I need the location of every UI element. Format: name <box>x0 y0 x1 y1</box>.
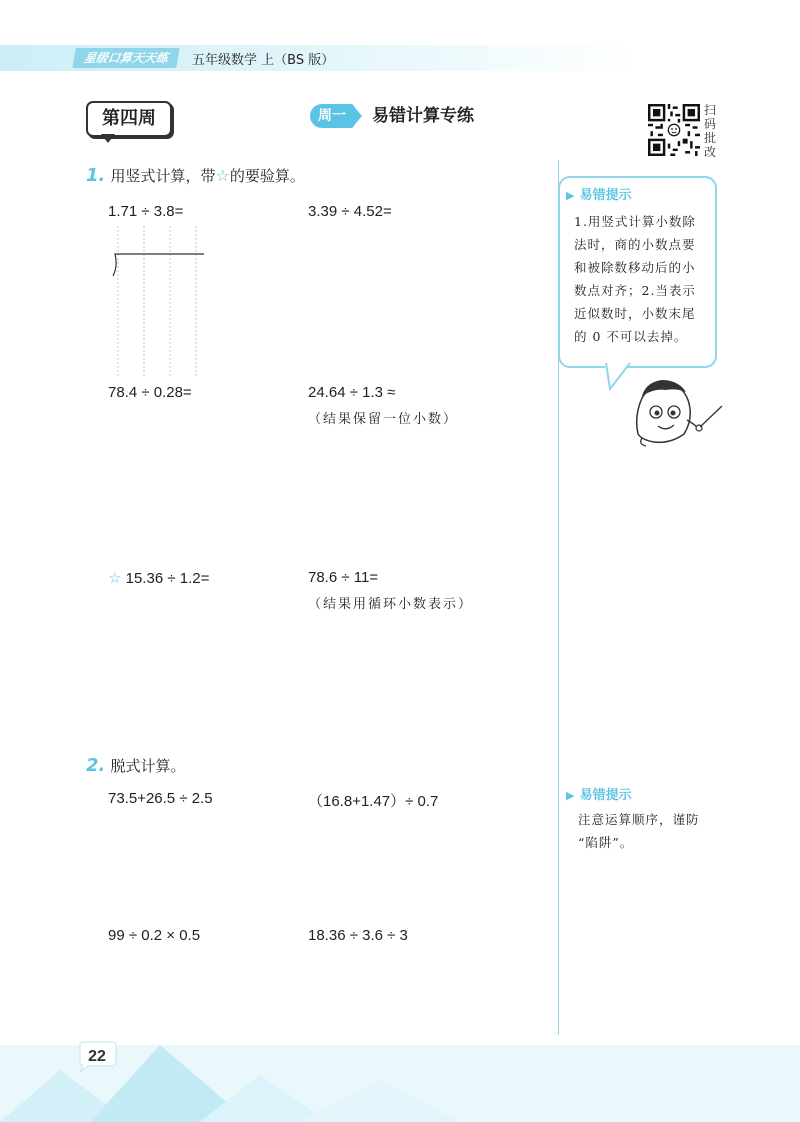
tip-1-header <box>566 184 632 203</box>
problem-1-6-note: （结果用循环小数表示） <box>308 597 474 612</box>
problem-1-4: 24.64 ÷ 1.3 ≈ <box>308 384 396 401</box>
problem-1-5 <box>108 569 209 587</box>
play-arrow-icon: ▶ <box>566 189 575 202</box>
problem-1-1: 1.71 ÷ 3.8= <box>108 203 184 220</box>
section-2-text: 脱式计算。 <box>110 757 186 775</box>
tip-1-line: 和被除数移动后的小 <box>574 260 696 275</box>
tip-1-body <box>574 210 706 348</box>
section-2-number: 2. <box>86 755 106 776</box>
section-1-header <box>86 165 305 186</box>
tip-1-line: 近似数时，小数末尾 <box>574 306 696 321</box>
long-division-template <box>112 226 212 376</box>
series-tag: 星级口算天天练 <box>72 48 180 68</box>
book-title: 五年级数学 上（BS 版） <box>192 53 335 68</box>
tip-2-line: 注意运算顺序，谨防 <box>578 812 700 827</box>
tip-1-line: 1.用竖式计算小数除 <box>574 214 696 229</box>
day-tag-arrow <box>352 104 362 128</box>
problem-1-3: 78.4 ÷ 0.28= <box>108 384 192 401</box>
tip-2-header <box>566 784 632 803</box>
tip-1-title: 易错提示 <box>579 188 632 203</box>
tip-2-title: 易错提示 <box>579 788 632 803</box>
tip-box-1-tail <box>604 363 632 391</box>
section-1-number: 1. <box>86 165 106 186</box>
problem-1-6: 78.6 ÷ 11= <box>308 569 379 586</box>
problem-2-2: （16.8+1.47）÷ 0.7 <box>308 793 439 810</box>
footer-decoration <box>0 1045 800 1122</box>
problem-2-1: 73.5+26.5 ÷ 2.5 <box>108 790 213 807</box>
tip-2-line: “陷阱”。 <box>578 835 634 850</box>
problem-1-2: 3.39 ÷ 4.52= <box>308 203 392 220</box>
problem-1-4-note: （结果保留一位小数） <box>308 412 459 427</box>
week-badge: 第四周 <box>86 101 172 137</box>
tip-2-body <box>578 808 728 854</box>
play-arrow-icon: ▶ <box>566 789 575 802</box>
page-number: 22 <box>88 1048 106 1065</box>
tip-1-line: 数点对齐；2.当表示 <box>574 283 696 298</box>
problem-2-4: 18.36 ÷ 3.6 ÷ 3 <box>308 927 408 944</box>
section-2-header <box>86 755 185 776</box>
star-icon: ☆ <box>215 166 230 185</box>
problem-1-5-expr: 15.36 ÷ 1.2= <box>125 570 210 587</box>
week-badge-tail <box>101 134 115 143</box>
star-icon: ☆ <box>108 570 122 587</box>
day-tag: 周一 <box>310 104 354 128</box>
qr-code-icon[interactable] <box>648 104 700 156</box>
section-1-text: 用竖式计算，带 <box>110 167 216 185</box>
tip-1-line: 的 0 不可以去掉。 <box>574 329 688 344</box>
cartoon-teacher-icon <box>632 372 726 448</box>
section-1-text-after: 的要验算。 <box>229 167 305 185</box>
scan-to-grade-label: 扫码批改 <box>704 103 717 159</box>
lesson-title: 易错计算专练 <box>372 106 474 126</box>
tip-1-line: 法时，商的小数点要 <box>574 237 696 252</box>
problem-2-3: 99 ÷ 0.2 × 0.5 <box>108 927 201 944</box>
